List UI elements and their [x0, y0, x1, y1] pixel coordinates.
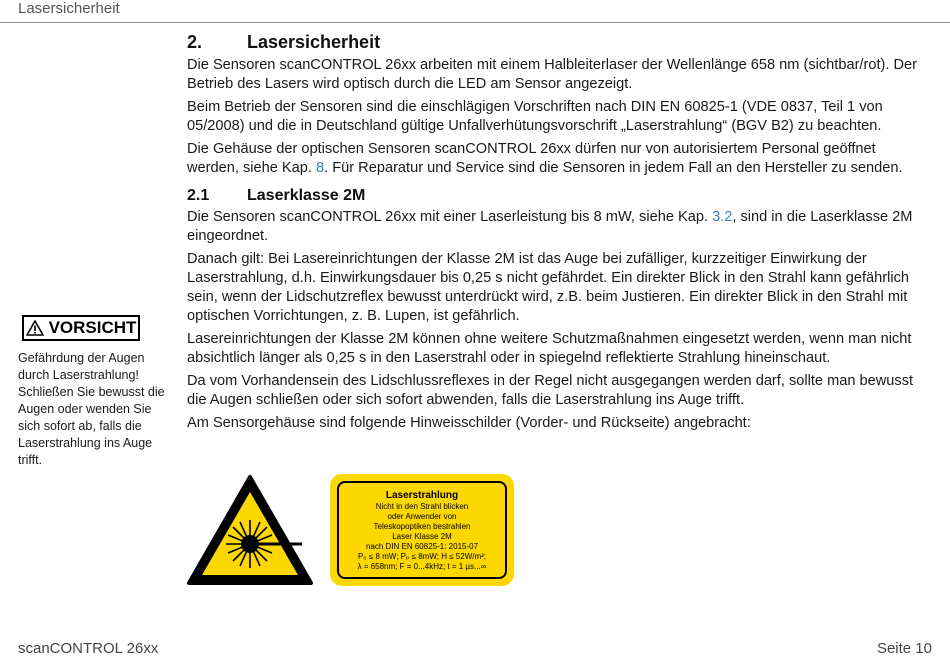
section-title: Lasersicherheit — [247, 32, 381, 52]
paragraph-housing — [187, 140, 927, 178]
paragraph-class-2m-rules: Danach gilt: Bei Lasereinrichtungen der Klasse 2M ist das Auge bei zufälliger, kurzzeitiger Einwirkung der Laserstrahlung, d.h. Einwirkungsdauer bis 0,25 s nicht gefährdet. Ein direkter Blick in den Strahl kann gefährlich sein, wenn der Lidschutzreflex bewusst unterdrückt wird, z.B. beim Justieren. Ein direkter Blick in den Strahl mit optischen Vorrichtungen, z. B. Lupen, ist gefährlich. — [187, 251, 909, 324]
sign-line-3: Teleskopoptiken bestrahlen — [373, 522, 471, 531]
sign-line-5: nach DIN EN 60825-1: 2015-07 — [365, 542, 479, 551]
chapter-link-8[interactable]: 8 — [316, 160, 325, 176]
sign-line-1: Nicht in den Strahl blicken — [375, 502, 469, 511]
page-header — [0, 0, 950, 23]
footer-page-number: Seite 10 — [876, 640, 932, 657]
section-number: 2. — [187, 32, 203, 52]
header-title: Lasersicherheit — [18, 0, 120, 17]
paragraph-signs-intro: Am Sensorgehäuse sind folgende Hinweisschilder (Vorder- und Rückseite) angebracht: — [187, 415, 751, 431]
paragraph-regulations: Beim Betrieb der Sensoren sind die einschlägigen Vorschriften nach DIN EN 60825-1 (VDE 0837, Teil 1 von 05/2008) und die in Deutschland gültige Unfallverhütungsvorschrift „Laserstrahlung“ (BGV B2) zu beachten. — [187, 99, 883, 134]
subsection-number: 2.1 — [187, 187, 210, 204]
warning-text: Gefährdung der Augen durch Laserstrahlung! Schließen Sie bewusst die Augen oder wenden Sie sich sofort ab, falls die Laserstrahlung ins Auge trifft. — [18, 351, 165, 467]
paragraph-laser-wavelength: Die Sensoren scanCONTROL 26xx arbeiten mit einem Halbleiterlaser der Wellenlänge 658 nm (sichtbar/rot). Der Betrieb des Lasers wird optisch durch die LED am Sensor angezeigt. — [187, 57, 918, 92]
sign-line-6: P₀ ≤ 8 mW; Pₚ ≤ 8mW; H ≤ 52W/m²; — [357, 552, 487, 561]
paragraph-housing-text-a: Die Gehäuse der optischen Sensoren scanCONTROL 26xx dürfen nur von autorisiertem Personal geöffnet werden, siehe Kap. — [187, 141, 876, 176]
sign-line-4: Laser Klasse 2M — [392, 532, 452, 541]
paragraph-eyelid-reflex: Da vom Vorhandensein des Lidschlussreflexes in der Regel nicht ausgegangen werden darf, sollte man bewusst die Augen schließen oder sich sofort abwenden, falls die Laserstrahlung ins Auge trifft. — [187, 373, 914, 408]
paragraph-laser-class-text-a: Die Sensoren scanCONTROL 26xx mit einer Laserleistung bis 8 mW, siehe Kap. — [187, 209, 713, 225]
sign-line-2: oder Anwender von — [387, 512, 457, 521]
paragraph-protection: Lasereinrichtungen der Klasse 2M können ohne weitere Schutzmaßnahmen eingesetzt werden, wenn man nicht absichtlich länger als 0,25 s in den Laserstrahl oder in spiegelnd reflektierte Strahlung hineinschaut. — [187, 331, 912, 366]
sign-line-7: λ = 658nm; F = 0...4kHz; t = 1 µs...∞ — [357, 562, 487, 571]
main-content — [187, 32, 927, 437]
sign-title: Laserstrahlung — [385, 490, 459, 501]
footer-product: scanCONTROL 26xx — [18, 640, 159, 657]
paragraph-laser-class-text-b: , sind in die Laserklasse 2M eingeordnet. — [187, 209, 913, 244]
subsection-title: Laserklasse 2M — [247, 187, 366, 204]
laser-hazard-sign-icon — [186, 474, 314, 586]
paragraph-laser-class — [187, 208, 927, 246]
paragraph-housing-text-b: . Für Reparatur und Service sind die Sensoren in jedem Fall an den Hersteller zu senden. — [324, 160, 903, 176]
laser-class-sign-border — [337, 481, 507, 579]
section-heading — [187, 32, 927, 56]
laser-class-sign — [330, 474, 514, 586]
warning-label — [22, 315, 140, 341]
warning-label-text: VORSICHT — [48, 318, 137, 337]
chapter-link-3-2[interactable]: 3.2 — [712, 209, 733, 225]
subsection-heading — [187, 186, 927, 208]
warning-triangle-icon — [26, 320, 44, 336]
